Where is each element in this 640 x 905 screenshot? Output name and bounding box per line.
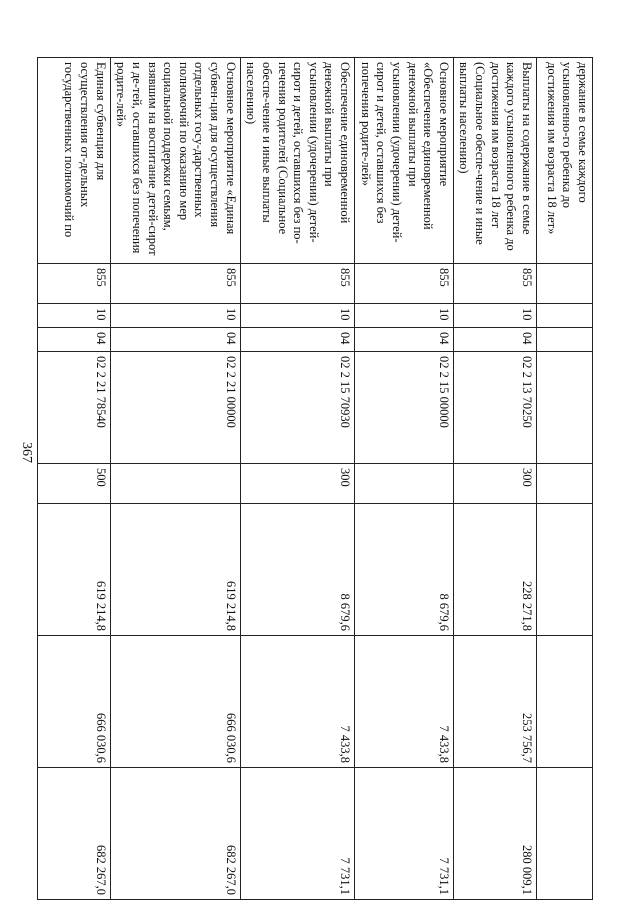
page-number: 367 (19, 442, 34, 463)
name-cell: Единая субвенция для осуществления от-дельных государственных полномочий по (37, 58, 110, 264)
amount-year1-cell: 619 214,8 (37, 504, 110, 636)
table-row (355, 58, 454, 900)
subsection-cell: 04 (453, 328, 536, 352)
table-row (110, 58, 240, 900)
table-body (37, 58, 592, 900)
amount-year1-cell: 619 214,8 (110, 504, 240, 636)
subsection-cell: 04 (240, 328, 354, 352)
amount-year3-cell: 7 731,1 (240, 768, 354, 900)
section-cell: 10 (240, 304, 354, 328)
amount-year3-cell: 280 009,1 (453, 768, 536, 900)
target-item-cell (537, 352, 593, 464)
section-cell: 10 (355, 304, 454, 328)
section-cell: 10 (110, 304, 240, 328)
grbs-cell (537, 264, 593, 304)
amount-year2-cell: 7 433,8 (240, 636, 354, 768)
name-cell: Основное мероприятие «Обеспечение единовременной денежной выплаты при усыновлении (удочерении) детей-сирот и детей, оставшихся без попечения родите-лей» (355, 58, 454, 264)
section-cell: 10 (453, 304, 536, 328)
table-row (37, 58, 110, 900)
subsection-cell: 04 (355, 328, 454, 352)
amount-year3-cell: 7 731,1 (355, 768, 454, 900)
amount-year2-cell: 253 756,7 (453, 636, 536, 768)
expense-type-cell (537, 464, 593, 504)
expense-type-cell: 300 (453, 464, 536, 504)
amount-year2-cell: 7 433,8 (355, 636, 454, 768)
expense-type-cell: 300 (240, 464, 354, 504)
table-row (537, 58, 593, 900)
amount-year1-cell: 8 679,6 (240, 504, 354, 636)
expense-type-cell (110, 464, 240, 504)
section-cell (537, 304, 593, 328)
expense-type-cell (355, 464, 454, 504)
budget-table (37, 57, 593, 900)
subsection-cell: 04 (110, 328, 240, 352)
rotated-page-content (62, 57, 593, 900)
target-item-cell: 02 2 15 70930 (240, 352, 354, 464)
grbs-cell: 855 (110, 264, 240, 304)
amount-year2-cell (537, 636, 593, 768)
grbs-cell: 855 (240, 264, 354, 304)
name-cell: Основное мероприятие «Единая субвен-ция для осуществления отдельных госу-дарственных полномочий по оказанию мер социальной поддержки семьям, взявшим на воспитание детей-сирот и де-тей, оставшихся без попечения родите-лей» (110, 58, 240, 264)
amount-year1-cell: 8 679,6 (355, 504, 454, 636)
amount-year1-cell (537, 504, 593, 636)
name-cell: держание в семье каждого усыновленно-го ребенка до достижения им возраста 18 лет» (537, 58, 593, 264)
grbs-cell: 855 (37, 264, 110, 304)
subsection-cell (537, 328, 593, 352)
amount-year2-cell: 666 030,6 (110, 636, 240, 768)
target-item-cell: 02 2 15 00000 (355, 352, 454, 464)
section-cell: 10 (37, 304, 110, 328)
table-row (453, 58, 536, 900)
target-item-cell: 02 2 21 00000 (110, 352, 240, 464)
expense-type-cell: 500 (37, 464, 110, 504)
name-cell: Обеспечение единовременной денежной выплаты при усыновлении (удочерении) детей-сирот и детей, оставшихся без по-печения родителей (Социальное обеспе-чение и иные выплаты населению) (240, 58, 354, 264)
grbs-cell: 855 (355, 264, 454, 304)
amount-year2-cell: 666 030,6 (37, 636, 110, 768)
amount-year3-cell: 682 267,0 (110, 768, 240, 900)
amount-year3-cell: 682 267,0 (37, 768, 110, 900)
target-item-cell: 02 2 13 70250 (453, 352, 536, 464)
table-row (240, 58, 354, 900)
subsection-cell: 04 (37, 328, 110, 352)
name-cell: Выплаты на содержание в семье каждого усыновленного ребенка до достижения им возраста 18 лет (Социальное обеспе-чение и иные выплаты населению) (453, 58, 536, 264)
target-item-cell: 02 2 21 78540 (37, 352, 110, 464)
amount-year1-cell: 228 271,8 (453, 504, 536, 636)
grbs-cell: 855 (453, 264, 536, 304)
amount-year3-cell (537, 768, 593, 900)
